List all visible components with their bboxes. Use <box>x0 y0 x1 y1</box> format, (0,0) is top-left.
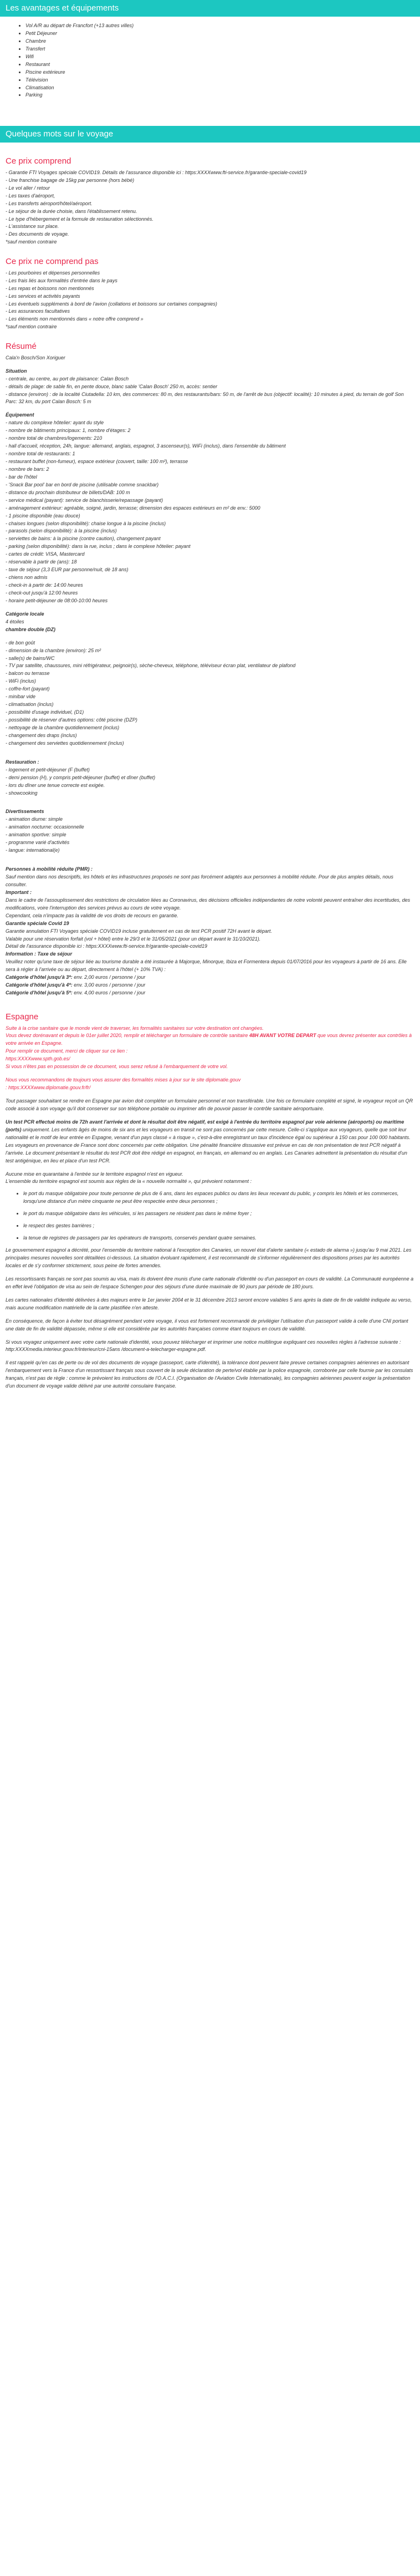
situation-list <box>6 375 414 407</box>
spain-para: En conséquence, de façon à éviter tout désagrément pendant votre voyage, il vous est fortement recommandé de privilégier l'utilisation d'un passeport valide à celle d'une CNI portant une date de fin de validité dépassée, même si elle est considérée par les autorités françaises comme étant toujours en cours de validité. <box>6 1318 408 1332</box>
situation-title: Situation <box>6 368 27 374</box>
entertainment-item: - animation nocturne: occasionnelle <box>6 824 84 830</box>
included-item: - Les transferts aéroport/hôtel/aéroport. <box>6 200 93 206</box>
advantage-item: • Wifi <box>25 53 420 61</box>
covid-title: Garantie spéciale Covid 19 <box>6 920 69 926</box>
restauration-title: Restauration : <box>6 759 39 765</box>
tax-label: Catégorie d'hôtel jusqu'à 4*: <box>6 982 73 988</box>
advantage-item: • Transfert <box>25 45 420 53</box>
summary-subtitle: Cala'n Bosch/Son Xoriguer <box>6 354 65 360</box>
spain-para: Les ressortissants français ne sont pas soumis au visa, mais ils doivent être munis d'une carte nationale d'identité ou d'un passeport en cours de validité. La Communauté européenne a en effet levé l'obligation de visa au sein de l'espace Schengen pour des séjours d'une durée maximale de 90 jours par période de 180 jours. <box>6 1276 414 1289</box>
room-item: - changement des draps (inclus) <box>6 732 77 738</box>
advantages-list <box>0 17 420 107</box>
spain-alert-line: Si vous n'êtes pas en possession de ce document, vous serez refusé à l'embarquement de votre vol. <box>6 1064 228 1070</box>
tax-list <box>6 974 414 997</box>
summary-heading: Résumé <box>6 342 37 352</box>
spain-para: Tout passager souhaitant se rendre en Espagne par avion doit compléter un formulaire personnel et non transférable. Une fois ce formulaire complété et signé, le voyageur reçoit un QR code associé à son voyage qu'il doit conserver sur son téléphone portable ou imprimer afin de pouvoir passer le contrôle sanitaire aéroportuaire. <box>6 1098 413 1111</box>
restauration-list <box>6 766 414 797</box>
room-item: - nettoyage de la chambre quotidiennement (inclus) <box>6 724 120 730</box>
pmr-title: Personnes à mobilité réduite (PMR) : <box>6 866 93 872</box>
situation-item: - distance (environ) : de la localité Ciutadella: 10 km, des commerces: 80 m, des restaurants/bars: 50 m, de l'arrêt de bus (objectif: localité): 10 minutes à pied, du terrain de golf Son Parc: 32 km, du port Calan Bosch: 5 m <box>6 391 404 405</box>
validity-text: Cependant, cela n'impacte pas la validité de vos droits de recours en garantie. <box>6 912 178 918</box>
equipment-item: - restaurant buffet (non-fumeur), espace extérieur (couvert, taille: 100 m²), terrasse <box>6 459 188 464</box>
info-title: Information : Taxe de séjour <box>6 951 73 957</box>
important-text: Dans le cadre de l'assouplissement des restrictions de circulation liées au Coronavirus, des décisions officielles indépendantes de notre volonté peuvent entraîner des incertitudes, des modifications, voire l'interruption des services prévus au cours de votre voyage. <box>6 897 411 911</box>
pmr-text: Sauf mention dans nos descriptifs, les hôtels et les infrastructures proposés ne sont pas forcément adaptés aux personnes à mobilité réduite. Pour de plus amples détails, nous consulter. <box>6 874 393 887</box>
equipment-item: - check-out jusqu'à 12:00 heures <box>6 590 78 596</box>
excluded-item: - Les assurances facultatives <box>6 308 70 314</box>
equipment-item: - 'Snack Bar pool' bar en bord de piscine (utilisable comme snackbar) <box>6 481 159 487</box>
spain-alert-line <box>6 1032 414 1048</box>
excluded-item: - Les services et activités payants <box>6 293 80 299</box>
entertainment-item: - animation sportive: simple <box>6 832 66 838</box>
words-header: Quelques mots sur le voyage <box>0 126 420 143</box>
excluded-item: - Les repas et boissons non mentionnés <box>6 285 94 291</box>
equipment-item: - 1 piscine disponible (eau douce) <box>6 512 80 519</box>
equipment-item: - chaises longues (selon disponibilité): chaise longue à la piscine (inclus) <box>6 520 166 526</box>
situation-item: - détails de plage: de sable fin, en pente douce, blanc sable 'Calan Bosch' 250 m, accès: sentier <box>6 383 218 389</box>
restauration-item: - lors du dîner une tenue correcte est exigée. <box>6 782 105 788</box>
room-item: - possibilité d'usage individuel, (D1) <box>6 709 84 715</box>
spain-rule-item: • le port du masque obligatoire pour toute personne de plus de 6 ans, dans les espaces publics ou dans les lieux recevant du public, y compris les hôtels et les commerces, lorsqu'une distance d'un mètre cinquante ne peut être respectée entre deux personnes ; <box>23 1190 414 1206</box>
pcr-details: uniquement. Les enfants âgés de moins de six ans et les voyageurs en transit ne sont pas concernés par cette mesure. Celle-ci s'applique aux voyageurs, quelle que soit leur nationalité et le motif de leur entrée en Espagne, venant d'un pays classé « à risque », c'est-à-dire enregistrant un taux d'incidence égal ou supérieur à 150 cas pour 100 000 habitants. Les voyageurs en provenance de France sont donc concernés par cette obligation. Une pénalité financière dissuasive est prévue en cas de non présentation de test PCR négatif à l'arrivée. Le document présentant le résultat du test PCR doit être rédigé en espagnol, en français, en allemand ou en anglais. Les Canaries admettent la présentation du résultat d'un test antigénique, en lieu et place d'un test PCR. <box>6 1126 411 1163</box>
spain-heading: Espagne <box>6 1012 39 1022</box>
advantage-item: • Piscine extérieure <box>25 69 420 77</box>
equipment-item: - check-in à partir de: 14:00 heures <box>6 582 83 588</box>
advantage-item: • Restaurant <box>25 61 420 69</box>
entertainment-item: - langue: international(e) <box>6 847 60 853</box>
spain-alert-deadline: 48H AVANT VOTRE DEPART <box>249 1033 316 1039</box>
equipment-item: - parasols (selon disponibilité): à la piscine (inclus) <box>6 528 117 534</box>
spain-alert-line: Suite à la crise sanitaire que le monde vient de traverser, les formalités sanitaires sur votre destination ont changées. <box>6 1025 264 1031</box>
spain-alert <box>6 1025 414 1093</box>
excluded-heading: Ce prix ne comprend pas <box>6 257 99 267</box>
spain-para: Il est rappelé qu'en cas de perte ou de vol des documents de voyage (passeport, carte d'identité), la tolérance dont peuvent faire preuve certaines compagnies aériennes en autorisant l'embarquement vers la France d'un ressortissant français sous couvert de la seule déclaration de perte/vol établie par la police espagnole, corroborée par celle fournie par les consulats français, n'est pas de règle : comme le prévoient les instructions de l'O.A.C.I. (Organisation de l'Aviation Civile Internationale), les compagnies aériennes peuvent exiger la présentation d'un document de voyage valide délivré par une autorité consulaire française. <box>6 1360 413 1389</box>
pcr-requirement: Un test PCR effectué moins de 72h avant l'arrivée et dont le résultat doit être négatif, est exigé à l'entrée du territoire espagnol par voie aérienne (aéroports) ou maritime (ports) <box>6 1119 404 1132</box>
room-title: chambre double (DZ) <box>6 626 56 632</box>
important-title: Important : <box>6 889 32 895</box>
room-item: - WiFi (inclus) <box>6 678 36 684</box>
advantage-item: • Télévision <box>25 77 420 84</box>
room-list <box>6 639 414 748</box>
included-list <box>6 169 414 246</box>
spain-para: Le gouvernement espagnol a décrété, pour l'ensemble du territoire national à l'exception des Canaries, un nouvel état d'alerte sanitaire (« estado de alarma ») jusqu'au 9 mai 2021. Les principales mesures nouvelles sont détaillées ci-dessous. La situation évoluant rapidement, il est recommandé de s'informer régulièrement des dispositions prises par les autorités locales et de s'y conformer strictement, sous peine de fortes amendes. <box>6 1247 412 1268</box>
equipment-item: - nombre de bars: 2 <box>6 466 49 472</box>
equipment-item: - service médical (payant): service de blanchisserie/repassage (payant) <box>6 497 163 503</box>
included-item: - L'assistance sur place. <box>6 223 59 230</box>
covid-text: Garantie annulation FTI Voyages spéciale COVID19 incluse gratuitement en cas de test PCR positif 72H avant le départ. <box>6 928 272 934</box>
included-item: - Des documents de voyage. <box>6 231 69 237</box>
included-item: - Une franchise bagage de 15kg par personne (hors bébé) <box>6 177 135 183</box>
spain-alert-line: Nous vous recommandons de toujours vous assurer des formalités mises à jour sur le site diplomatie.gouv <box>6 1077 241 1083</box>
equipment-item: - nombre total de chambres/logements: 210 <box>6 435 103 441</box>
spain-para: Les cartes nationales d'identité délivrées à des majeurs entre le 1er janvier 2004 et le 31 décembre 2013 seront encore valables 5 ans après la date de fin de validité indiquée au verso, mais aucune modification matérielle de la carte plastifiée n'en atteste. <box>6 1297 412 1310</box>
advantage-item: • Climatisation <box>25 84 420 92</box>
equipment-list <box>6 419 414 605</box>
included-item: - Le séjour de la durée choisie, dans l'établissement retenu. <box>6 208 137 214</box>
included-item: - Le type d'hébergement et la formule de restauration sélectionnés. <box>6 216 153 222</box>
room-item: - changement des serviettes quotidiennement (inclus) <box>6 740 124 746</box>
room-item: - climatisation (inclus) <box>6 702 54 708</box>
equipment-title: Équipement <box>6 412 34 418</box>
equipment-item: - horaire petit-déjeuner de 08:00-10:00 heures <box>6 597 108 603</box>
room-item: - dimension de la chambre (environ): 25 m² <box>6 647 101 653</box>
excluded-item: - Les éléments non mentionnés dans « notre offre comprend » <box>6 316 144 322</box>
category-value: 4 étoiles <box>6 618 24 624</box>
restauration-item: - logement et petit-déjeuner (F (buffet) <box>6 766 90 773</box>
tax-item <box>6 989 414 997</box>
restauration-item: - showcooking <box>6 790 38 796</box>
tax-value: env. 2,00 euros / personne / jour <box>72 974 146 980</box>
included-item: *sauf mention contraire <box>6 239 57 245</box>
equipment-item: - nature du complexe hôtelier: ayant du style <box>6 420 104 426</box>
included-item: - Le vol aller / retour <box>6 185 50 191</box>
excluded-item: - Les pourboires et dépenses personnelles <box>6 270 100 276</box>
tax-value: env. 3,00 euros / personne / jour <box>72 982 146 988</box>
equipment-item: - serviettes de bains: à la piscine (contre caution), changement payant <box>6 536 161 542</box>
advantage-item: • Chambre <box>25 38 420 45</box>
tax-item <box>6 982 414 989</box>
included-item: - Garantie FTI Voyages spéciale COVID19. Détails de l'assurance disponible ici : https:XXXXwww.fti-service.fr/garantie-speciale-covid19 <box>6 169 307 175</box>
covid-validity: Valable pour une réservation forfait (vol + hôtel) entre le 29/3 et le 31/05/2021 (pour un départ avant le 31/10/2021). <box>6 936 261 942</box>
included-heading: Ce prix comprend <box>6 156 71 166</box>
entertainment-item: - programme varié d'activités <box>6 840 70 846</box>
tax-value: env. 4,00 euros / personne / jour <box>72 990 146 996</box>
room-item: - balcon ou terrasse <box>6 670 50 677</box>
entertainment-title: Divertissements <box>6 809 44 815</box>
room-item: - salle(s) de bains/WC <box>6 655 55 661</box>
spain-para: Si vous voyagez uniquement avec votre carte nationale d'identité, vous pouvez télécharger et imprimer une notice multilingue expliquant ces nouvelles règles à l'adresse suivante : http:XXXXmedia.interieur.gouv.fr/interieur/cni-15ans /document-a-telecharger-espagne.pdf. <box>6 1339 401 1353</box>
diplomatie-link[interactable]: : https:XXXXwww.diplomatie.gouv.fr/fr/ <box>6 1085 91 1091</box>
room-item: - de bon goût <box>6 639 35 646</box>
equipment-item: - hall d'accueil, réception, 24h, langue: allemand, anglais, espagnol, 3 ascenseur(s), WiFi (inclus), dans l'ensemble du bâtiment <box>6 443 286 449</box>
spain-alert-line: Pour remplir ce document, merci de cliquer sur ce lien : <box>6 1048 128 1054</box>
advantage-item: • Petit Déjeuner <box>25 30 420 38</box>
spain-para: L'ensemble du territoire espagnol est soumis aux règles de la « nouvelle normalité », qui prévoient notamment : <box>6 1178 252 1185</box>
spain-alert-text: Vous devez dorénavant et depuis le 01er juillet 2020, remplir et télécharger un formulaire de contrôle sanitaire <box>6 1033 249 1039</box>
tax-label: Catégorie d'hôtel jusqu'à 3*: <box>6 974 73 980</box>
equipment-item: - taxe de séjour (3,3 EUR par personne/nuit, dè 18 ans) <box>6 567 129 573</box>
equipment-item: - bar de l'hôtel <box>6 474 37 480</box>
main-content <box>0 143 420 1413</box>
excluded-list <box>6 270 414 332</box>
room-item: - possibilité de réserver d'autres options: côté piscine (DZP) <box>6 717 137 723</box>
included-item: - Les taxes d'aéroport, <box>6 192 55 199</box>
spain-para <box>6 1119 414 1165</box>
equipment-item: - distance du prochain distributeur de billets/DAB: 100 m <box>6 489 130 495</box>
spain-rules-list <box>6 1190 414 1242</box>
equipment-item: - aménagement extérieur: agréable, soigné, jardin, terrasse; dimension des espaces extérieurs en m² de env.: 5000 <box>6 505 260 511</box>
restauration-item: - demi pension (H), y compris petit-déjeuner (buffet) et dîner (buffet) <box>6 774 156 780</box>
equipment-item: - réservable à partir de (ans): 18 <box>6 559 77 565</box>
room-item: - TV par satellite, chaussures, mini réfrigérateur, peignoir(s), sèche-cheveux, téléphone, téléviseur écran plat, ventilateur de plafond <box>6 663 296 669</box>
equipment-item: - nombre total de restaurants: 1 <box>6 451 75 457</box>
advantages-header: Les avantages et équipements <box>0 0 420 17</box>
room-item: - coffre-fort (payant) <box>6 686 50 692</box>
spain-rule-item: • la tenue de registres de passagers par les opérateurs de transports, conservés pendant quatre semaines. <box>23 1234 414 1242</box>
tax-item <box>6 974 414 982</box>
equipment-item: - chiens non admis <box>6 575 48 581</box>
situation-item: - centrale, au centre, au port de plaisance: Calan Bosch <box>6 375 129 382</box>
spain-alert-text: que vous devrez présenter aux contrôles à votre arrivée en Espagne. <box>6 1033 412 1046</box>
advantage-item: • Vol A/R au départ de Francfort (+13 autres villes) <box>25 22 420 30</box>
category-title: Catégorie locale <box>6 611 44 617</box>
entertainment-list <box>6 816 414 855</box>
spain-rule-item: • le respect des gestes barrières ; <box>23 1222 414 1230</box>
info-text: Veuillez noter qu'une taxe de séjour liée au tourisme durable a été instaurée à Majorque, Minorque, Ibiza et Formentera depuis 01/07/2016 pour les voyageurs à partir de 16 ans. Elle sera à régler à l'arrivée ou au départ, directement à l'hôtel (+ 10% TVA) : <box>6 959 407 973</box>
spain-rule-item: • le port du masque obligatoire dans les véhicules, si les passagers ne résident pas dans le même foyer ; <box>23 1210 414 1218</box>
entertainment-item: - animation diurne: simple <box>6 816 63 822</box>
spain-form-link[interactable]: https:XXXXwww.spth.gob.es/ <box>6 1056 70 1062</box>
tax-label: Catégorie d'hôtel jusqu'à 5*: <box>6 990 73 996</box>
equipment-item: - nombre de bâtiments principaux: 1, nombre d'étages: 2 <box>6 428 131 434</box>
room-item: - minibar vide <box>6 694 36 700</box>
spain-para: Aucune mise en quarantaine à l'entrée sur le territoire espagnol n'est en vigueur. <box>6 1171 183 1177</box>
advantage-item: • Parking <box>25 92 420 99</box>
covid-details: Détail de l'assurance disponible ici : https:XXXXwww.fti-service.fr/garantie-speciale-covid19 <box>6 943 207 949</box>
excluded-item: - Les frais liés aux formalités d'entrée dans le pays <box>6 277 117 283</box>
equipment-item: - parking (selon disponibilité): dans la rue, inclus ; dans le complexe hôtelier: payant <box>6 543 191 550</box>
equipment-item: - cartes de crédit: VISA, Mastercard <box>6 551 85 557</box>
excluded-item: - Les éventuels suppléments à bord de l'avion (collations et boissons sur certaines compagnies) <box>6 301 217 307</box>
excluded-item: *sauf mention contraire <box>6 324 57 330</box>
